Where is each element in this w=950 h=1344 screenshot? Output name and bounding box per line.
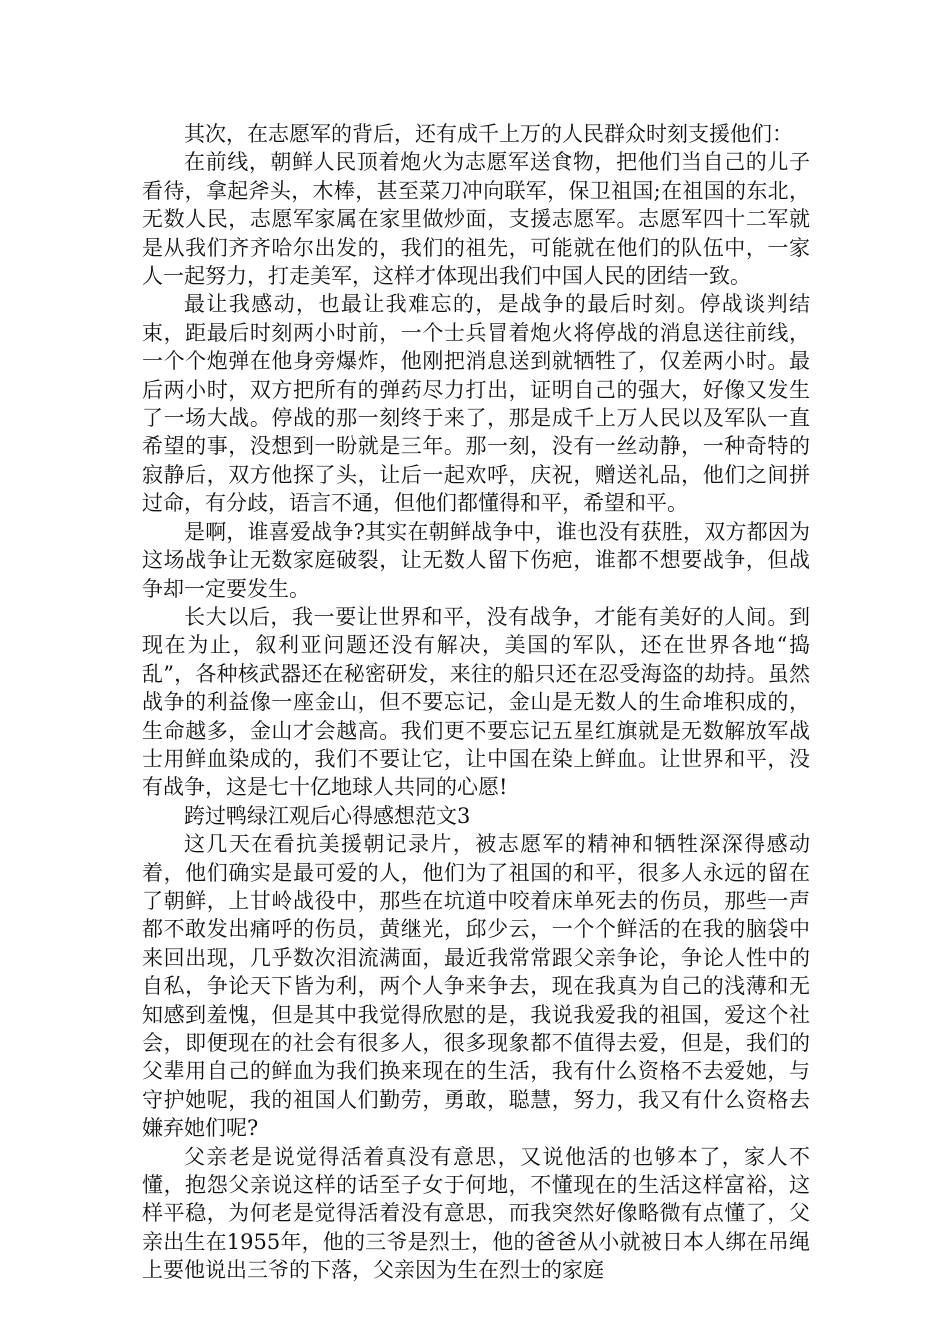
paragraph-documentary: 这几天在看抗美援朝记录片，被志愿军的精神和牺牲深深得感动着，他们确实是最可爱的人，他们为了祖国的和平，很多人永远的留在了朝鲜，上甘岭战役中，那些在坑道中咬着床单死去的伤员，那些一声都不敢发出痛呼的伤员，黄继光，邱少云，一个个鲜活的在我的脑袋中来回出现，几乎数次泪流满面，最近我常常跟父亲争论，争论人性中的自私，争论天下皆为利，两个人争来争去，现在我真为自己的浅薄和无知感到羞愧，但是其中我觉得欣慰的是，我说我爱我的祖国，爱这个社会，即便现在的社会有很多人，很多现象都不值得去爱，但是，我们的父辈用自己的鲜血为我们换来现在的生活，我有什么资格不去爱她，与守护她呢，我的祖国人们勤劳，勇敢，聪慧，努力，我又有什么资格去嫌弃她们呢?: [142, 832, 810, 1141]
paragraph-final-moments: 最让我感动，也最让我难忘的，是战争的最后时刻。停战谈判结束，距最后时刻两小时前，一个士兵冒着炮火将停战的消息送往前线，一个个炮弹在他身旁爆炸，他刚把消息送到就牺牲了，仅差两小时。最后两小时，双方把所有的弹药尽力打出，证明自己的强大，好像又发生了一场大战。停战的那一刻终于来了，那是成千上万人民以及军队一直希望的事，没想到一盼就是三年。那一刻，没有一丝动静，一种奇特的寂静后，双方他探了头，让后一起欢呼，庆祝，赠送礼品，他们之间拼过命，有分歧，语言不通，但他们都懂得和平，希望和平。: [142, 292, 810, 516]
paragraph-world-peace: 长大以后，我一要让世界和平，没有战争，才能有美好的人间。到现在为止，叙利亚问题还没有解决，美国的军队，还在世界各地“捣乱”，各种核武器还在秘密研发，来往的船只还在忍受海盗的劫持。虽然战争的利益像一座金山，但不要忘记，金山是无数人的生命堆积成的，生命越多，金山才会越高。我们更不要忘记五星红旗就是无数解放军战士用鲜血染成的，我们不要让它，让中国在染上鲜血。让世界和平，没有战争，这是七十亿地球人共同的心愿!: [142, 604, 810, 800]
paragraph-father: 父亲老是说觉得活着真没有意思，又说他活的也够本了，家人不懂，抱怨父亲说这样的话至子女于何地，不懂现在的生活这样富裕，这样平稳，为何老是觉得活着没有意思，而我突然好像略微有点懂了，父亲出生在1955年，他的三爷是烈士，他的爸爸从小就被日本人绑在吊绳上要他说出三爷的下落，父亲因为生在烈士的家庭: [142, 1144, 810, 1283]
paragraph-who-loves-war: 是啊，谁喜爱战争?其实在朝鲜战争中，谁也没有获胜，双方都因为这场战争让无数家庭破裂，让无数人留下伤疤，谁都不想要战争，但战争却一定要发生。: [142, 519, 810, 601]
paragraph-frontline: 在前线，朝鲜人民顶着炮火为志愿军送食物，把他们当自己的儿子看待，拿起斧头，木棒，甚至菜刀冲向联军，保卫祖国;在祖国的东北，无数人民，志愿军家属在家里做炒面，支援志愿军。志愿军四十二军就是从我们齐齐哈尔出发的，我们的祖先，可能就在他们的队伍中，一家人一起努力，打走美军，这样才体现出我们中国人民的团结一致。: [142, 150, 810, 289]
document-body: [142, 120, 810, 1285]
section-heading: 跨过鸭绿江观后心得感想范文3: [184, 803, 471, 828]
paragraph-support-intro: 其次，在志愿军的背后，还有成千上万的人民群众时刻支援他们：: [184, 122, 793, 146]
